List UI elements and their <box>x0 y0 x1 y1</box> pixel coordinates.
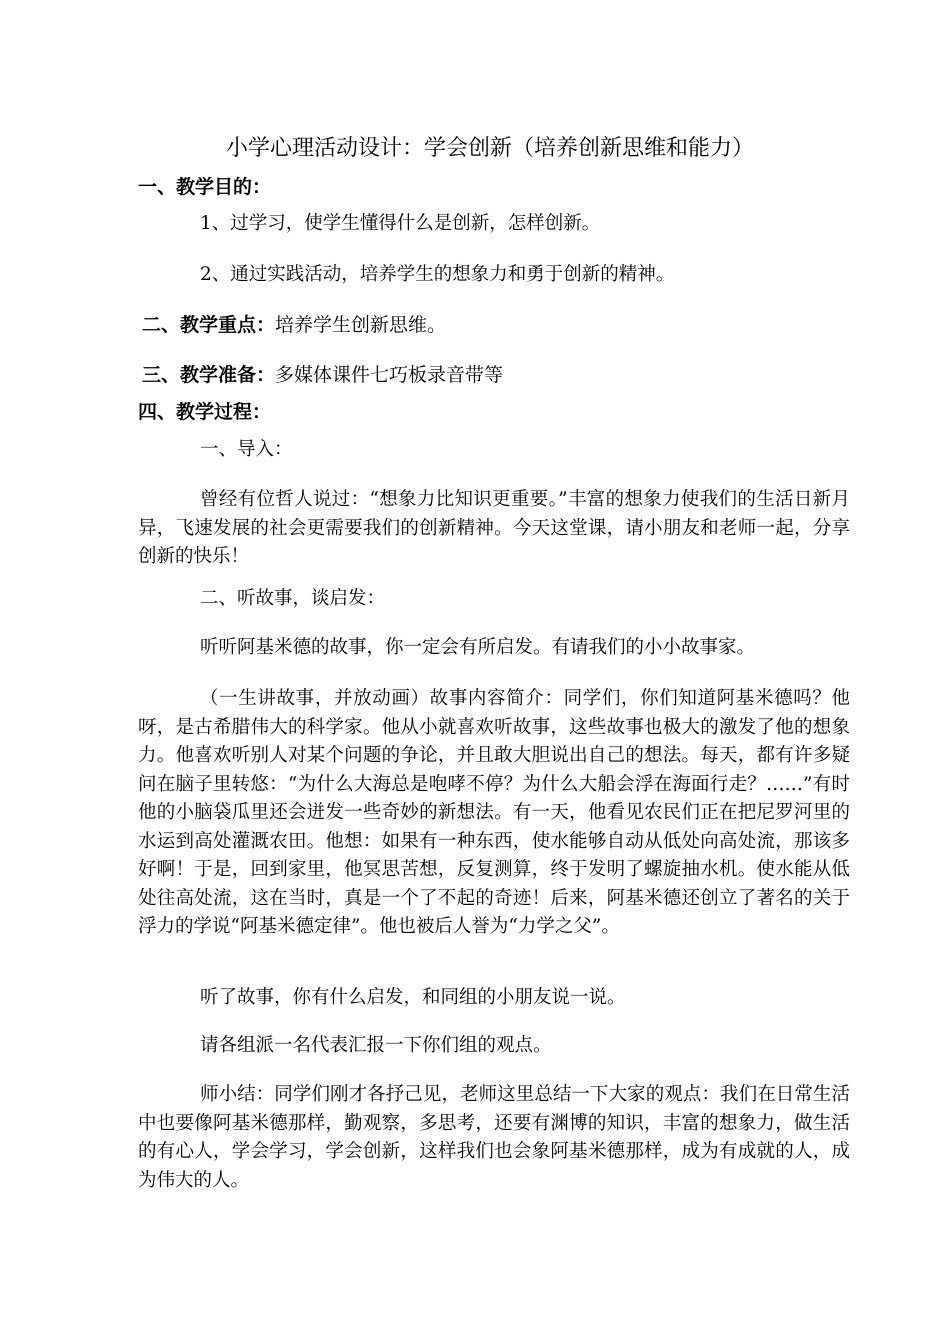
document-title: 小学心理活动设计：学会创新（培养创新思维和能力） <box>225 136 754 161</box>
objective-item-2: 2、通过实践活动，培养学生的想象力和勇于创新的精神。 <box>200 264 675 285</box>
section-key-points <box>142 311 446 339</box>
preparation-value: 多媒体课件七巧板录音带等 <box>275 364 504 386</box>
objective-item-1: 1、过学习，使学生懂得什么是创新，怎样创新。 <box>200 213 601 234</box>
section-preparation <box>142 361 503 389</box>
subheading-intro: 一、导入： <box>200 439 293 460</box>
paragraph-summary: 师小结：同学们刚才各抒己见，老师这里总结一下大家的观点：我们在日常生活中也要像阿基米德那样，勤观察，多思考，还要有渊博的知识，丰富的想象力，做生活的有心人，学会学习，学会创新，这样我们也会象阿基米德那样，成为有成就的人，成为伟大的人。 <box>138 1084 850 1191</box>
section-heading-process: 四、教学过程： <box>138 401 272 423</box>
section-heading-key-points: 二、教学重点： <box>142 314 276 336</box>
paragraph-report: 请各组派一名代表汇报一下你们组的观点。 <box>200 1035 552 1056</box>
subheading-story: 二、听故事，谈启发： <box>200 588 386 609</box>
key-points-value: 培养学生创新思维。 <box>275 314 447 336</box>
paragraph-discussion: 听了故事，你有什么启发，和同组的小朋友说一说。 <box>200 987 626 1008</box>
paragraph-intro: 曾经有位哲人说过：“想象力比知识更重要。”丰富的想象力使我们的生活日新月异，飞速发展的社会更需要我们的创新精神。今天这堂课，请小朋友和老师一起，分享创新的快乐！ <box>138 489 850 567</box>
section-heading-preparation: 三、教学准备： <box>142 364 276 386</box>
section-heading-objectives: 一、教学目的： <box>138 176 272 198</box>
paragraph-story-intro: 听听阿基米德的故事，你一定会有所启发。有请我们的小小故事家。 <box>200 637 756 658</box>
paragraph-story-content: （一生讲故事，并放动画）故事内容简介：同学们，你们知道阿基米德吗？他呀，是古希腊伟大的科学家。他从小就喜欢听故事，这些故事也极大的激发了他的想象力。他喜欢听别人对某个问题的争论，并且敢大胆说出自己的想法。每天，都有许多疑问在脑子里转悠：“为什么大海总是咆哮不停？为什么大船会浮在海面行走？……”有时他的小脑袋瓜里还会迸发一些奇妙的新想法。有一天，他看见农民们正在把尼罗河里的水运到高处灌溉农田。他想：如果有一种东西，使水能够自动从低处向高处流，那该多好啊！于是，回到家里，他冥思苦想，反复测算，终于发明了螺旋抽水机。使水能从低处往高处流，这在当时，真是一个了不起的奇迹！后来，阿基米德还创立了著名的关于浮力的学说“阿基米德定律”。他也被后人誉为“力学之父”。 <box>138 688 850 937</box>
